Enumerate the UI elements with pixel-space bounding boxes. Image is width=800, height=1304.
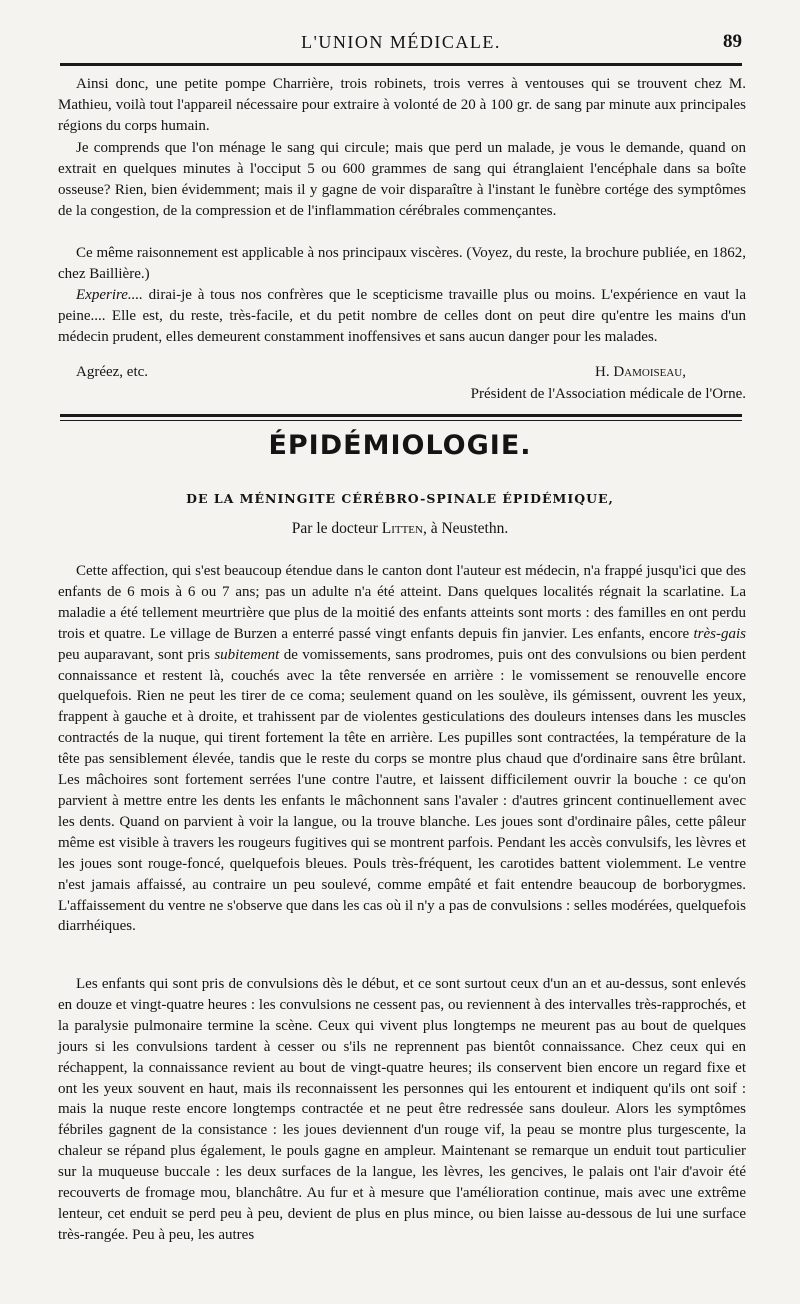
- signature: H. Damoiseau,: [595, 364, 686, 380]
- running-title: L'UNION MÉDICALE.: [301, 32, 501, 52]
- page-header: [60, 26, 742, 60]
- closing: Agréez, etc.: [76, 364, 149, 380]
- letter-paragraph-1: Ainsi donc, une petite pompe Charrière, trois robinets, trois verres à ventouses qui se trouvent chez M. Mathieu, voilà tout l'appareil nécessaire pour extraire à volonté de 20 à 100 gr. de sang par minute aux principales régions du corps humain.: [58, 76, 746, 134]
- article-paragraph-1-part-c: de vomissements, sans prodromes, puis ont des convulsions ou bien perdent connaissance et restent là, couchés avec la tête renversée en arrière : le vomissement se renouvelle encore quelquefois. Rien ne peut les tirer de ce coma; seulement quand on les soulève, ils gémissent, ouvrent les yeux, frappent à gauche et à droite, et trahissent par de violentes gesticulations des douleurs intenses dans les muscles contractés de la nuque, qui tirent fortement la tête en arrière. Les pupilles sont contractées, la température de la tête pas sensiblement élevée, tandis que le reste du corps se montre plus chaud que d'ordinaire sans être brûlant. Les mâchoires sont fortement serrées l'une contre l'autre, et laissent difficilement ouvrir la bouche : ce qu'on parvient à mettre entre les dents les enfants le mâchonnent sans l'avaler : d'autres grincent continuellement avec les dents. Quand on parvient à voir la langue, ou la trouve blanche. Les joues sont d'ordinaire pâles, cette pâleur même est visible à travers les rougeurs fugitives qui se montrent parfois. Pendant les accès convulsifs, les lèvres et les joues sont rouge-foncé, quelquefois bleues. Pouls très-fréquent, les carotides battent violemment. Le ventre n'est jamais affaissé, au contraire un peu soulevé, comme empâté et fait entendre beaucoup de borborygmes. L'affaissement du ventre ne s'observe que dans les cas où il n'y a pas de convulsions : selles modérées, quelquefois diarrhéiques.: [58, 646, 746, 935]
- latin-word: Experire....: [76, 287, 143, 303]
- section-rule-bottom: [60, 420, 742, 421]
- emphasis-subitement: subitement: [214, 646, 280, 663]
- letter-paragraph-2: Je comprends que l'on ménage le sang qui circule; mais que perd un malade, je vous le demande, quand on extrait en quelques minutes à l'occiput 5 ou 600 grammes de sang qui étranglaient l'encéphale dans sa boîte osseuse? Rien, bien évidemment; mais il y gagne de voir disparaître à l'instant le funèbre cortége des symptômes de la congestion, de la compression et de l'inflammation cérébrales commençantes.: [58, 140, 746, 219]
- byline-suffix: , à Neustethn.: [422, 520, 509, 537]
- letter-paragraph-4: [58, 285, 746, 348]
- article-paragraph-2: Les enfants qui sont pris de convulsions dès le début, et ce sont surtout ceux d'un an et au-dessus, sont enlevés en douze et vingt-quatre heures : les convulsions ne cessent pas, ou reviennent à des intervalles très-rapprochés, et la paralysie pulmonaire termine la scène. Ceux qui vivent plus longtemps ne meurent pas au bout de quelques jours si les convulsions tardent à cesser ou s'ils ne reprennent pas bientôt connaissance. Chez ceux qui en réchappent, la connaissance revient au bout de vingt-quatre heures; ils conservent bien encore un regard fixe et ont les yeux souvent en haut, mais ils reconnaissent les personnes qui les entourent et indiquent qu'ils ont soif : mais la nuque reste encore longtemps contractée et ne peut être redressée sans douleur. Alors les symptômes fébriles gagnent de la consistance : les joues deviennent d'un rouge vif, la peau se montre plus turgescente, la chaleur se répand plus également, le pouls gagne en ampleur. Maintenant se remarque un enduit tout particulier sur la muqueuse buccale : les deux surfaces de la langue, les lèvres, les gencives, le palais ont l'air d'avoir été recouverts de fromage mou, blanchâtre. Au fur et à mesure que l'amélioration continue, mais avec une extrême lenteur, cet enduit se perd peu à peu, devient de plus en plus mince, ou bien laisse au-dessous de lui une surface très-rangée. Peu à peu, les autres: [58, 976, 746, 1243]
- byline-prefix: Par le docteur: [291, 520, 382, 537]
- article-title: DE LA MÉNINGITE CÉRÉBRO-SPINALE ÉPIDÉMIQUE,: [186, 491, 614, 506]
- emphasis-tres-gais: très-gais: [693, 625, 746, 642]
- page-number: 89: [723, 31, 742, 52]
- article-paragraph-1-part-b: peu auparavant, sont pris: [58, 646, 215, 663]
- section-title: ÉPIDÉMIOLOGIE.: [268, 430, 532, 461]
- letter-paragraph-3: Ce même raisonnement est applicable à nos principaux viscères. (Voyez, du reste, la brochure publiée, en 1862, chez Baillière.): [58, 245, 746, 282]
- author-name: Litten: [381, 520, 423, 537]
- article-paragraph-1: [58, 561, 746, 937]
- article-paragraph-1-part-a: Cette affection, qui s'est beaucoup étendue dans le canton dont l'auteur est médecin, n'a frappé jusqu'ici que des enfants de 6 mois à 6 ou 7 ans; pas un adulte n'a été atteint. Dans quelques localités régnait la scarlatine. La maladie a été tellement meurtrière que plus de la moitié des enfants atteints sont morts : des familles en ont perdu trois et quatre. Le village de Burzen a enterré passé vingt enfants depuis fin janvier. Les enfants, encore: [58, 563, 746, 642]
- byline: [0, 520, 800, 538]
- section-rule-top: [60, 414, 742, 417]
- header-rule: [60, 63, 742, 66]
- signature-title: Président de l'Association médicale de l'Orne.: [470, 386, 746, 402]
- letter-paragraph-4-text: dirai-je à tous nos confrères que le scepticisme travaille plus ou moins. L'expérience en vaut la peine.... Elle est, du reste, très-facile, et du petit nombre de celles dont on peut dire qu'entre les mains d'un médecin prudent, elles demeurent constamment inoffensives et sans aucun danger pour les malades.: [58, 287, 746, 345]
